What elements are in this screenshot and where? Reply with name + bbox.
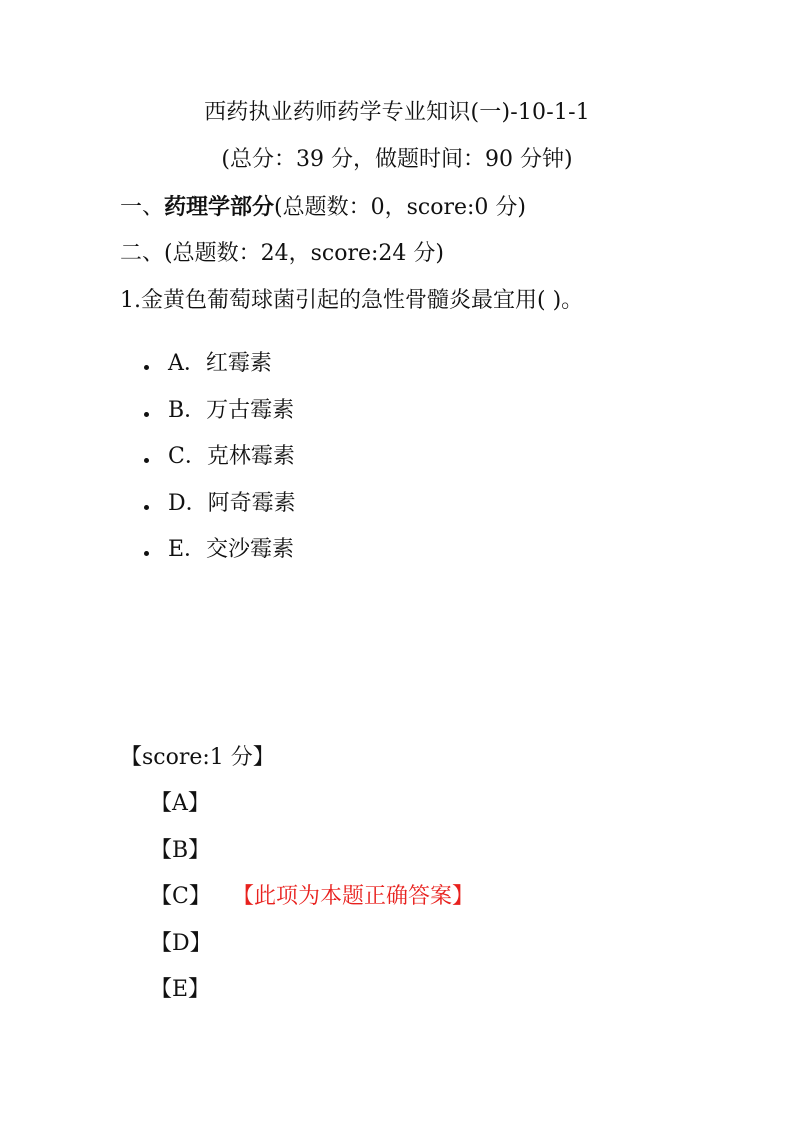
answer-row-b [150, 834, 212, 881]
option-item-a [142, 347, 296, 394]
answer-row-e [150, 973, 212, 1020]
exam-title: 西药执业药师药学专业知识(一)-10-1-1 [204, 100, 590, 125]
answer-label: 【C】 [150, 884, 211, 909]
bullet-icon [144, 505, 149, 510]
answer-list [150, 787, 475, 1020]
option-item-e [142, 533, 296, 580]
section-1-prefix: 一、 [120, 195, 165, 220]
bullet-icon [144, 458, 149, 463]
bullet-icon [144, 412, 149, 417]
section-1-heading [120, 190, 526, 225]
section-1-name: 药理学部分 [164, 194, 275, 220]
section-1-info: (总题数：0，score:0 分) [274, 195, 526, 220]
option-label: D．阿奇霉素 [168, 490, 296, 516]
answer-label: 【B】 [150, 837, 211, 863]
answer-row-a [150, 787, 212, 834]
option-item-b [142, 394, 296, 441]
bullet-icon [144, 551, 149, 556]
option-label: E．交沙霉素 [168, 537, 295, 562]
answer-label: 【E】 [150, 977, 211, 1002]
answer-label: 【D】 [150, 930, 212, 956]
answer-row-c [150, 880, 475, 927]
option-label: B．万古霉素 [168, 397, 295, 423]
answer-label: 【A】 [150, 791, 210, 816]
option-item-c [142, 440, 296, 487]
option-item-d [142, 487, 296, 534]
correct-answer-note: 【此项为本题正确答案】 [232, 884, 475, 909]
question-text: 1.金黄色葡萄球菌引起的急性骨髓炎最宜用( )。 [120, 288, 584, 313]
bullet-icon [144, 365, 149, 370]
question-score: 【score:1 分】 [120, 745, 275, 770]
option-label: C．克林霉素 [168, 444, 295, 469]
exam-subtitle: (总分：39 分，做题时间：90 分钟) [221, 147, 573, 172]
section-2-heading [120, 237, 444, 271]
option-list [142, 347, 296, 580]
section-2-prefix: 二、 [120, 241, 165, 266]
answer-row-d [150, 927, 212, 974]
option-label: A．红霉素 [168, 351, 272, 376]
section-2-info: (总题数：24，score:24 分) [164, 241, 444, 266]
